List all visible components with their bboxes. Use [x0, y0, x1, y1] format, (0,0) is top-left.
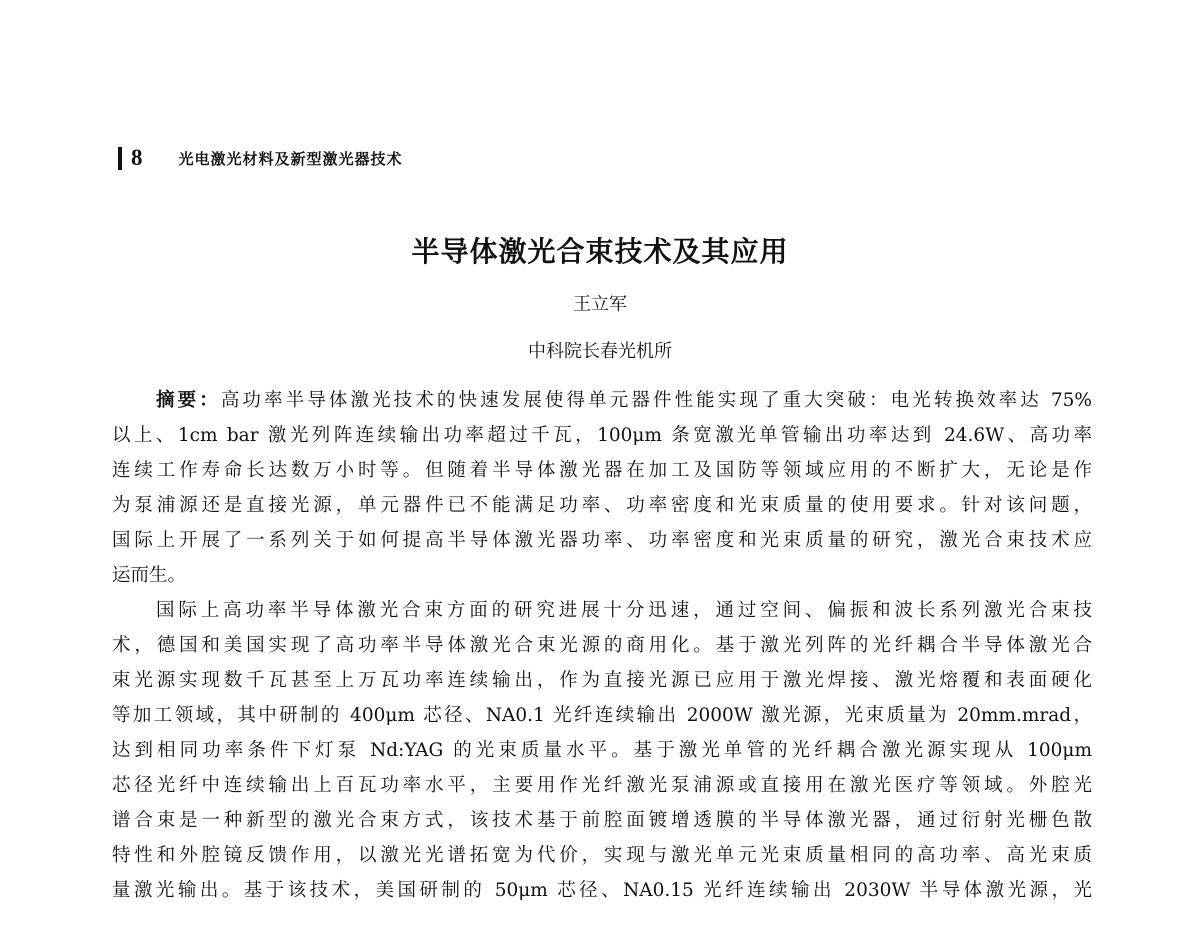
article-title: 半导体激光合束技术及其应用: [411, 235, 789, 268]
series-title: 光电激光材料及新型激光器技术: [178, 149, 403, 168]
page-number: 8: [131, 145, 143, 170]
paragraph-line: 国际上高功率半导体激光合束方面的研究进展十分迅速，通过空间、偏振和波长系列激光合束技: [156, 600, 1092, 621]
text-line: [112, 383, 1092, 418]
paragraph-line: 特性和外腔镜反馈作用，以激光光谱拓宽为代价，实现与激光单元光束质量相同的高功率、高光束质: [112, 845, 1092, 866]
paragraph-line: 束光源实现数千瓦甚至上万瓦功率连续输出，作为直接光源已应用于激光焊接、激光熔覆和表面硬化: [112, 670, 1092, 691]
paragraph-line: 术，德国和美国实现了高功率半导体激光合束光源的商用化。基于激光列阵的光纤耦合半导体激光合: [112, 635, 1092, 656]
abstract-line: 运而生。: [112, 565, 187, 586]
article-author: 王立军: [573, 294, 627, 315]
body-text: [112, 383, 1092, 908]
running-header: [118, 143, 403, 173]
paragraph-line: 谱合束是一种新型的激光合束方式，该技术基于前腔面镀增透膜的半导体激光器，通过衍射光栅色散: [112, 810, 1092, 831]
abstract-paragraph: [112, 383, 1092, 593]
abstract-line: 连续工作寿命长达数万小时等。但随着半导体激光器在加工及国防等领域应用的不断扩大，无论是作: [112, 460, 1092, 481]
paragraph-line: 量激光输出。基于该技术，美国研制的 50μm 芯径、NA0.15 光纤连续输出 2030W 半导体激光源，光: [112, 880, 1092, 901]
article-affiliation: 中科院长春光机所: [528, 341, 672, 362]
abstract-line: 为泵浦源还是直接光源，单元器件已不能满足功率、功率密度和光束质量的使用要求。针对该问题，: [112, 495, 1092, 516]
header-rule: [118, 147, 122, 170]
paragraph-line: 达到相同功率条件下灯泵 Nd:YAG 的光束质量水平。基于激光单管的光纤耦合激光源实现从 100μm: [112, 740, 1092, 761]
abstract-line: 以上、1cm bar 激光列阵连续输出功率超过千瓦，100μm 条宽激光单管输出功率达到 24.6W、高功率: [112, 425, 1092, 446]
paragraph-line: 芯径光纤中连续输出上百瓦功率水平，主要用作光纤激光泵浦源或直接用在激光医疗等领域。外腔光: [112, 775, 1092, 796]
abstract-line: 国际上开展了一系列关于如何提高半导体激光器功率、功率密度和光束质量的研究，激光合束技术应: [112, 530, 1092, 551]
paragraph-line: 等加工领域，其中研制的 400μm 芯径、NA0.1 光纤连续输出 2000W 激光源，光束质量为 20mm.mrad，: [112, 705, 1092, 726]
abstract-label: 摘要：: [156, 390, 221, 411]
body-paragraph: [112, 593, 1092, 908]
abstract-line: 高功率半导体激光技术的快速发展使得单元器件性能实现了重大突破：电光转换效率达 75%: [220, 390, 1092, 411]
